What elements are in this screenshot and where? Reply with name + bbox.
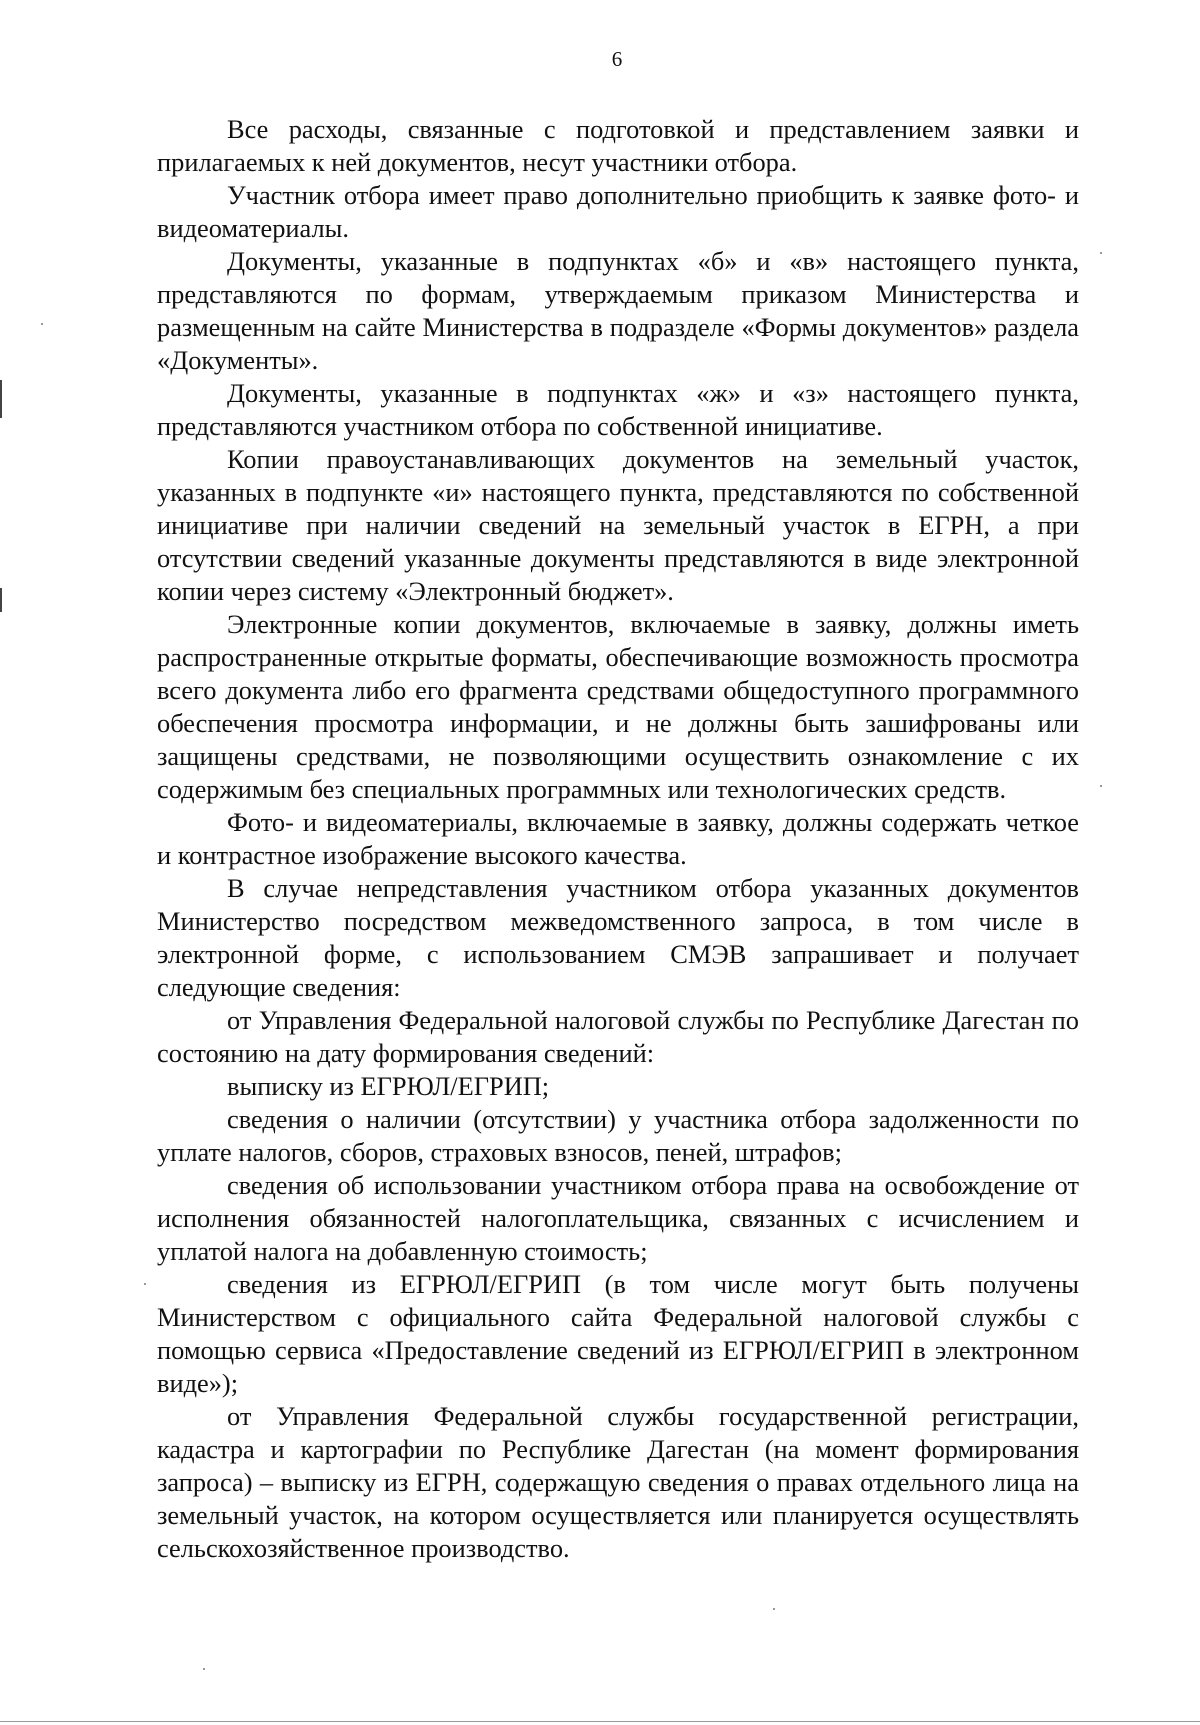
scan-speck xyxy=(1100,252,1102,254)
scan-speck xyxy=(203,1668,205,1670)
list-item-vat-exemption: сведения об использовании участником отбора права на освобождение от исполнения обязанностей налогоплательщика, связанных с исчислением и уплатой налога на добавленную стоимость; xyxy=(157,1170,1079,1266)
paragraph-media-attachment: Участник отбора имеет право дополнительно приобщить к заявке фото- и видеоматериалы. xyxy=(157,180,1079,243)
list-item-egrul-extract: выписку из ЕГРЮЛ/ЕГРИП; xyxy=(227,1071,550,1101)
paragraph-photo-video-quality: Фото- и видеоматериалы, включаемые в заявку, должны содержать четкое и контрастное изображение высокого качества. xyxy=(157,807,1079,870)
page-number: 6 xyxy=(611,47,623,71)
scan-edge-mark xyxy=(0,380,2,418)
document-body xyxy=(157,113,1079,1565)
scan-speck xyxy=(41,323,43,325)
scan-edge-mark xyxy=(0,588,2,612)
paragraph-electronic-copies: Электронные копии документов, включаемые в заявку, должны иметь распространенные открытые форматы, обеспечивающие возможность просмотра всего документа либо его фрагмента средствами общедоступного программного обеспечения просмотра информации, и не должны быть зашифрованы или защищены средствами, не позволяющими осуществить ознакомление с их содержимым без специальных программных или технологических средств. xyxy=(157,609,1079,804)
paragraph-land-documents: Копии правоустанавливающих документов на земельный участок, указанных в подпункте «и» настоящего пункта, представляются по собственной инициативе при наличии сведений на земельный участок в ЕГРН, а при отсутствии сведений указанные документы представляются в виде электронной копии через систему «Электронный бюджет». xyxy=(157,444,1079,606)
scan-speck xyxy=(1100,785,1102,787)
paragraph-expenses: Все расходы, связанные с подготовкой и представлением заявки и прилагаемых к ней документов, несут участники отбора. xyxy=(157,114,1079,177)
scan-bottom-line xyxy=(0,1721,1200,1722)
list-item-debt-info: сведения о наличии (отсутствии) у участника отбора задолженности по уплате налогов, сборов, страховых взносов, пеней, штрафов; xyxy=(157,1104,1079,1167)
scan-speck xyxy=(144,1283,146,1285)
list-item-egrul-website: сведения из ЕГРЮЛ/ЕГРИП (в том числе могут быть получены Министерством с официального сайта Федеральной налоговой службы с помощью сервиса «Предоставление сведений из ЕГРЮЛ/ЕГРИП в электронном виде»); xyxy=(157,1269,1079,1398)
paragraph-interagency-request: В случае непредставления участником отбора указанных документов Министерство посредством межведомственного запроса, в том числе в электронной форме, с использованием СМЭВ запрашивает и получает следующие сведения: xyxy=(157,873,1079,1002)
paragraph-rosreestr: от Управления Федеральной службы государственной регистрации, кадастра и картографии по Республике Дагестан (на момент формирования запроса) – выписку из ЕГРН, содержащую сведения о правах отдельного лица на земельный участок, на котором осуществляется или планируется осуществлять сельскохозяйственное производство. xyxy=(157,1401,1079,1563)
paragraph-forms: Документы, указанные в подпунктах «б» и «в» настоящего пункта, представляются по формам, утверждаемым приказом Министерства и размещенным на сайте Министерства в подразделе «Формы документов» раздела «Документы». xyxy=(157,246,1079,375)
paragraph-own-initiative: Документы, указанные в подпунктах «ж» и «з» настоящего пункта, представляются участником отбора по собственной инициативе. xyxy=(157,378,1079,441)
scan-speck xyxy=(773,1608,775,1610)
paragraph-tax-service: от Управления Федеральной налоговой службы по Республике Дагестан по состоянию на дату формирования сведений: xyxy=(157,1005,1079,1068)
